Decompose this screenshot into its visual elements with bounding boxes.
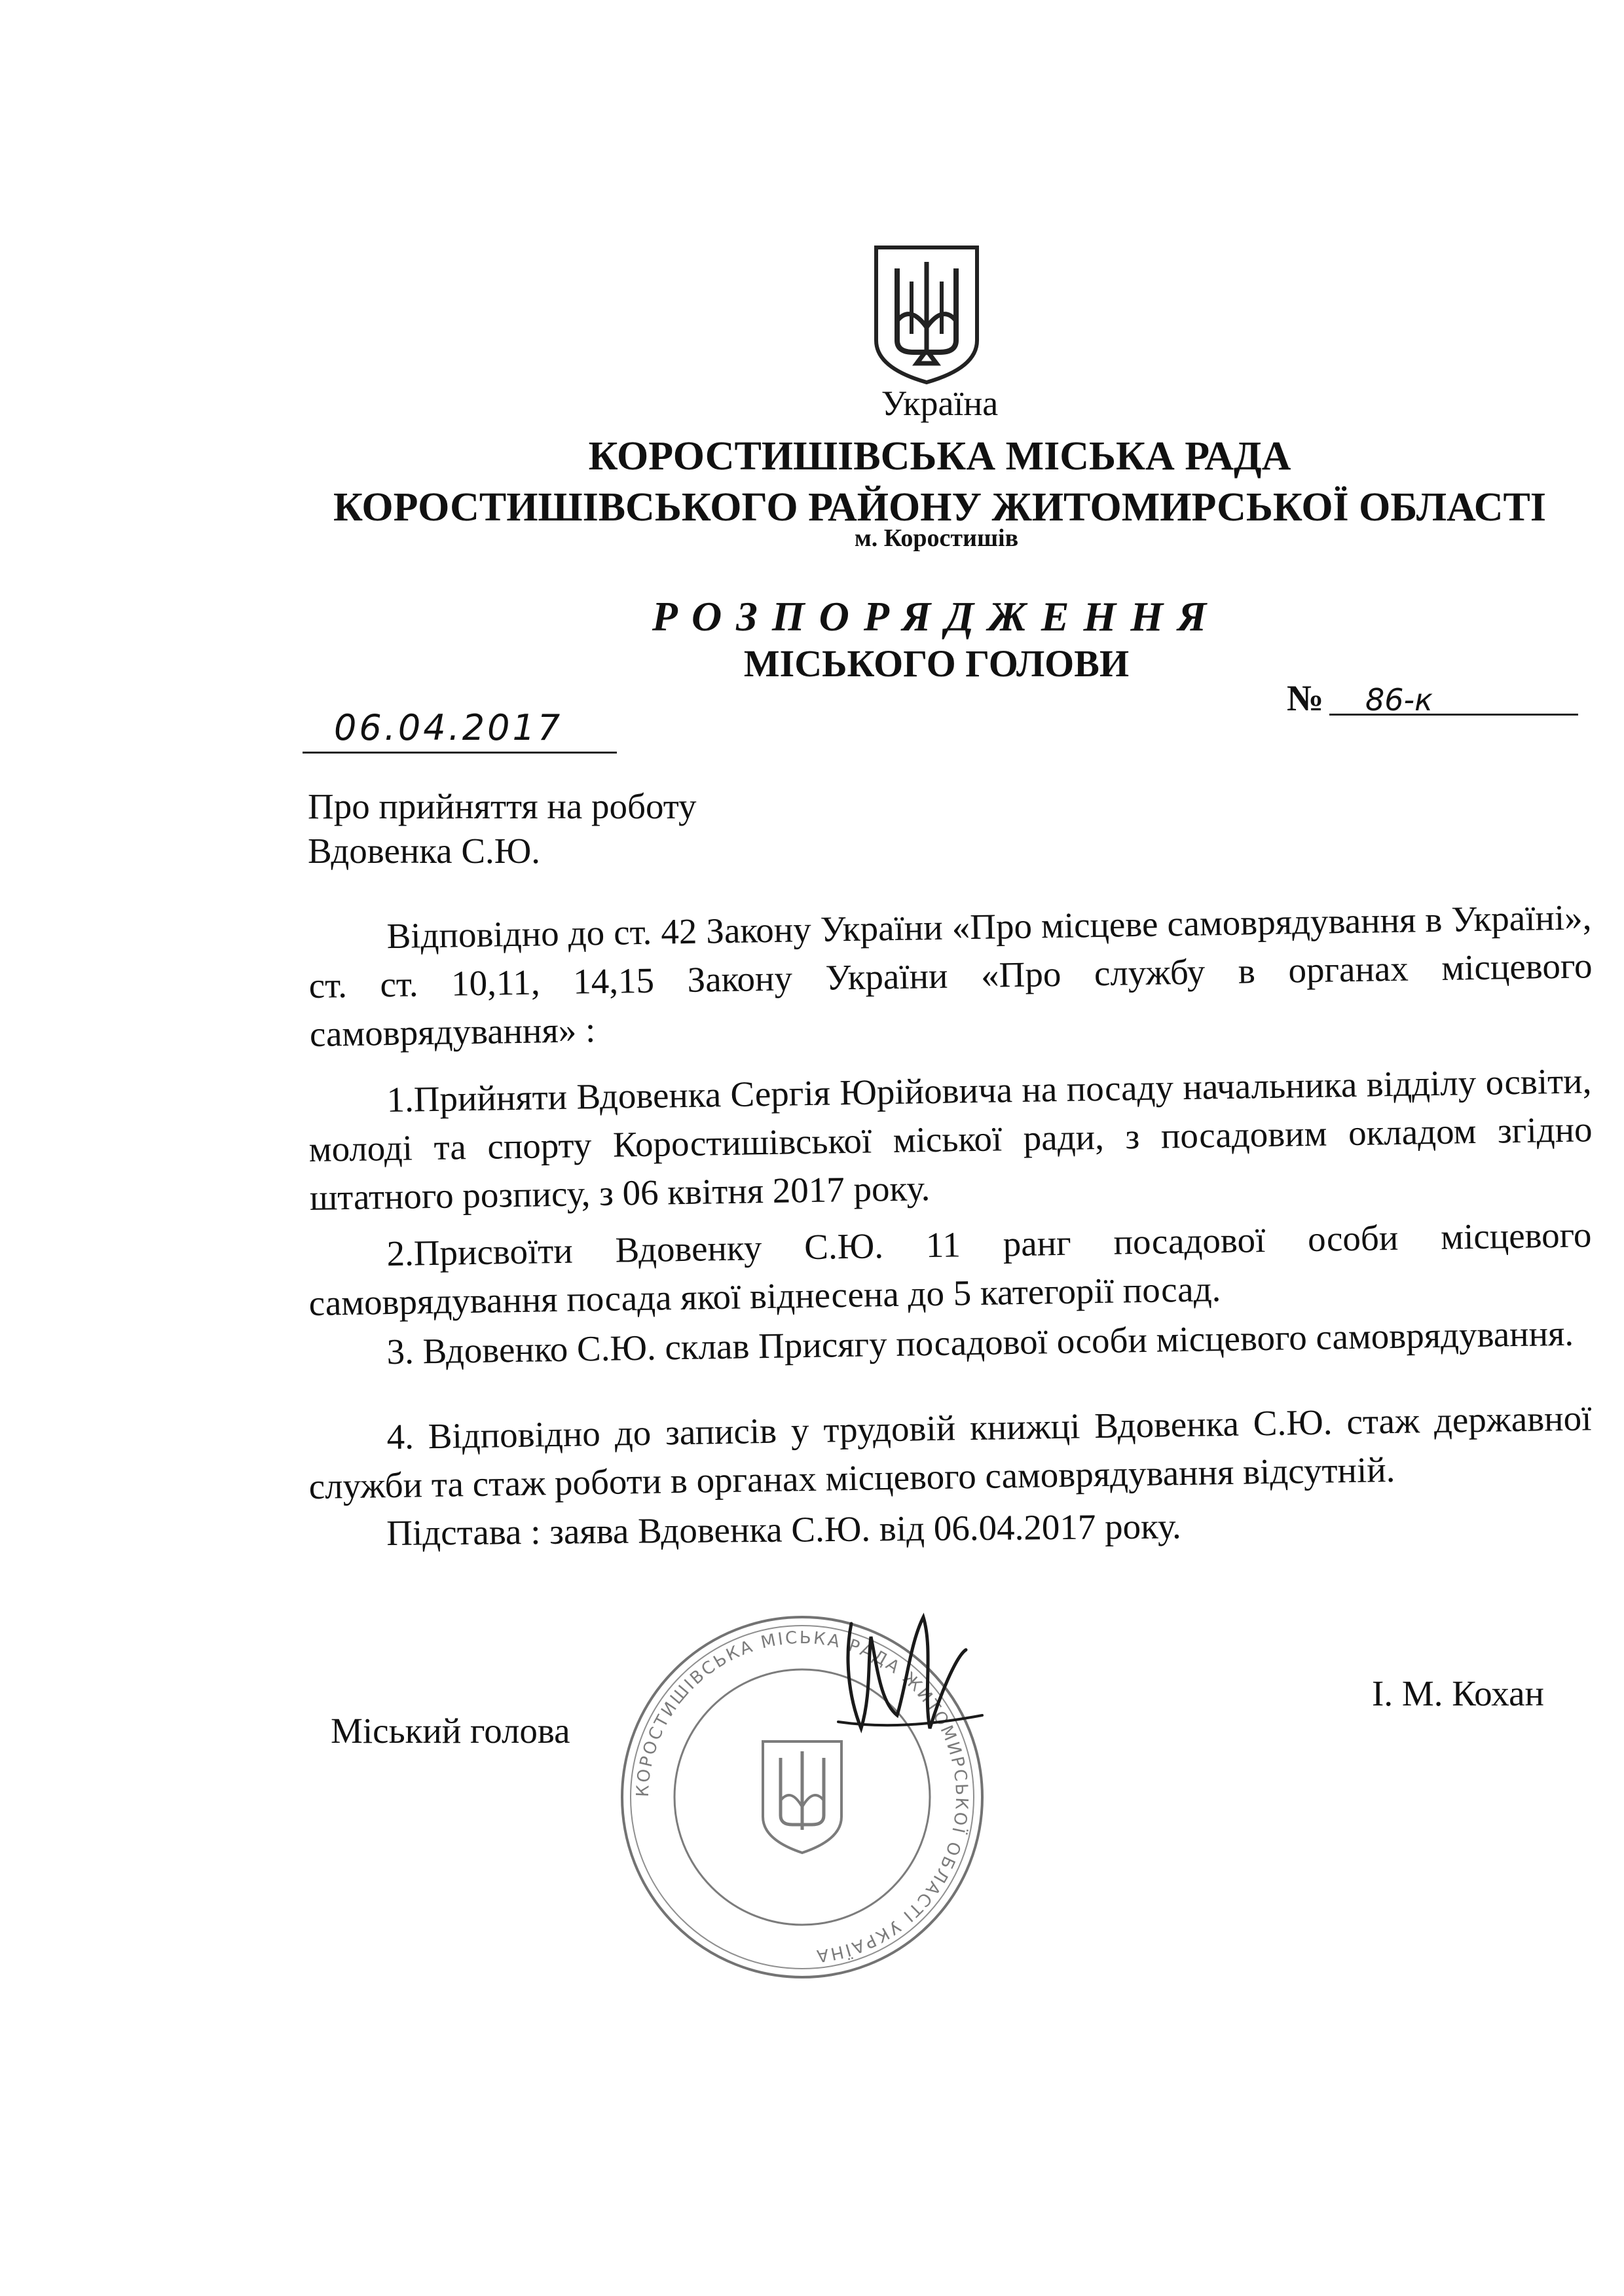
district-name: КОРОСТИШІВСЬКОГО РАЙОНУ ЖИТОМИРСЬКОЇ ОБЛАСТІ bbox=[333, 485, 1546, 530]
coat-of-arms-icon bbox=[871, 242, 982, 386]
handwritten-signature bbox=[825, 1597, 995, 1768]
signatory-title: Міський голова bbox=[331, 1711, 570, 1751]
document-type: РОЗПОРЯДЖЕННЯ bbox=[652, 593, 1221, 640]
order-item-3: 3. Вдовенко С.Ю. склав Присягу посадової особи місцевого самоврядування. bbox=[386, 1313, 1574, 1372]
document-number: 86-к bbox=[1365, 682, 1433, 718]
subject-line-1: Про прийняття на роботу bbox=[308, 786, 697, 826]
council-name: КОРОСТИШІВСЬКА МІСЬКА РАДА bbox=[588, 434, 1291, 479]
subject-line-2: Вдовенка С.Ю. bbox=[308, 831, 541, 871]
date-underline bbox=[303, 752, 617, 754]
intro-paragraph: Відповідно до ст. 42 Закону України «Про місцеве самоврядування в Україні», ст. ст. 10,11, 14,15 Закону України «Про службу в органах місцевого самоврядування» : bbox=[308, 897, 1593, 1054]
signatory-name: І. М. Кохан bbox=[1372, 1673, 1544, 1713]
city-name: м. Коростишів bbox=[854, 524, 1019, 552]
document-date: 06.04.2017 bbox=[334, 707, 563, 748]
seal-text: КОРОСТИШІВСЬКА МІСЬКА РАДА ЖИТОМИРСЬКОЇ ОБЛАСТІ УКРАЇНА bbox=[633, 1628, 972, 1966]
basis-line: Підстава : заява Вдовенка С.Ю. від 06.04.2017 року. bbox=[386, 1506, 1182, 1553]
document-subtype: МІСЬКОГО ГОЛОВИ bbox=[743, 642, 1130, 685]
order-item-2: 2.Присвоїти Вдовенку С.Ю. 11 ранг посадової особи місцевого самоврядування посада якої віднесена до 5 категорії посад. bbox=[308, 1214, 1592, 1323]
country-name: Україна bbox=[881, 384, 999, 423]
order-item-4: 4. Відповідно до записів у трудовій книжці Вдовенка С.Ю. стаж державної служби та стаж роботи в органах місцевого самоврядування відсутній. bbox=[308, 1398, 1592, 1506]
order-item-1: 1.Прийняти Вдовенка Сергія Юрійовича на посаду начальника відділу освіти, молоді та спорту Коростишівської міської ради, з посадовим окладом згідно штатного розпису, з 06 квітня 2017 року. bbox=[308, 1061, 1593, 1218]
number-label: № bbox=[1287, 678, 1324, 719]
